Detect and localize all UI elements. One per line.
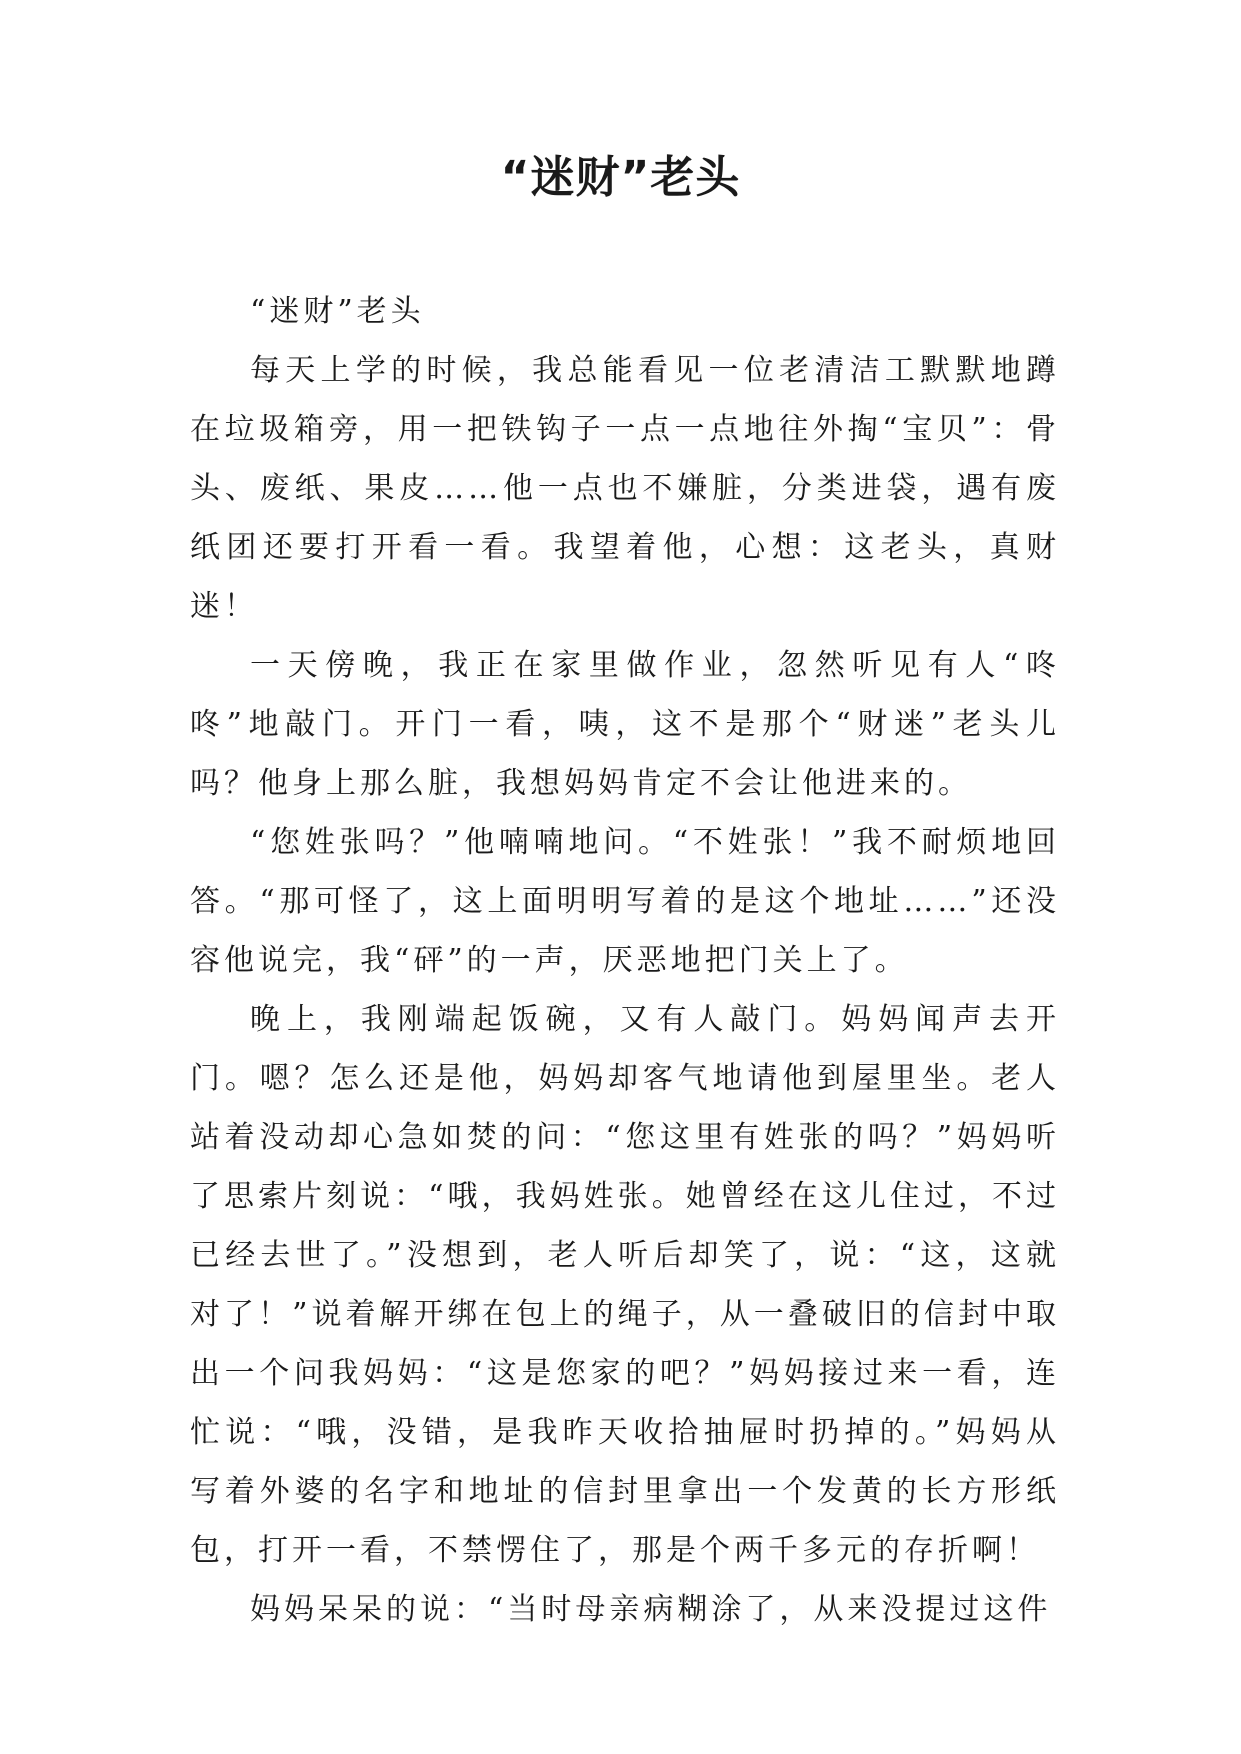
paragraph: 一天傍晚，我正在家里做作业，忽然听见有人“咚咚”地敲门。开门一看，咦，这不是那个“财迷”老头儿吗？他身上那么脏，我想妈妈肯定不会让他进来的。	[190, 648, 1060, 801]
paragraph: “您姓张吗？”他喃喃地问。“不姓张！”我不耐烦地回答。“那可怪了，这上面明明写着的是这个地址……”还没容他说完，我“砰”的一声，厌恶地把门关上了。	[190, 825, 1060, 978]
paragraph: “迷财”老头	[250, 294, 425, 329]
paragraph: 妈妈呆呆的说：“当时母亲病糊涂了，从来没提过这件	[250, 1592, 1052, 1627]
paragraph: 晚上，我刚端起饭碗，又有人敲门。妈妈闻声去开门。嗯？怎么还是他，妈妈却客气地请他到屋里坐。老人站着没动却心急如焚的问：“您这里有姓张的吗？”妈妈听了思索片刻说：“哦，我妈姓张。她曾经在这儿住过，不过已经去世了。”没想到，老人听后却笑了，说：“这，这就对了！”说着解开绑在包上的绳子，从一叠破旧的信封中取出一个问我妈妈：“这是您家的吧？”妈妈接过来一看，连忙说：“哦，没错，是我昨天收拾抽屉时扔掉的。”妈妈从写着外婆的名字和地址的信封里拿出一个发黄的长方形纸包，打开一看，不禁愣住了，那是个两千多元的存折啊！	[190, 1002, 1060, 1568]
document-title: “迷财”老头	[500, 152, 741, 203]
paragraph: 每天上学的时候，我总能看见一位老清洁工默默地蹲在垃圾箱旁，用一把铁钩子一点一点地往外掏“宝贝”：骨头、废纸、果皮……他一点也不嫌脏，分类进袋，遇有废纸团还要打开看一看。我望着他，心想：这老头，真财迷！	[190, 353, 1060, 624]
document-body	[190, 282, 1060, 1639]
